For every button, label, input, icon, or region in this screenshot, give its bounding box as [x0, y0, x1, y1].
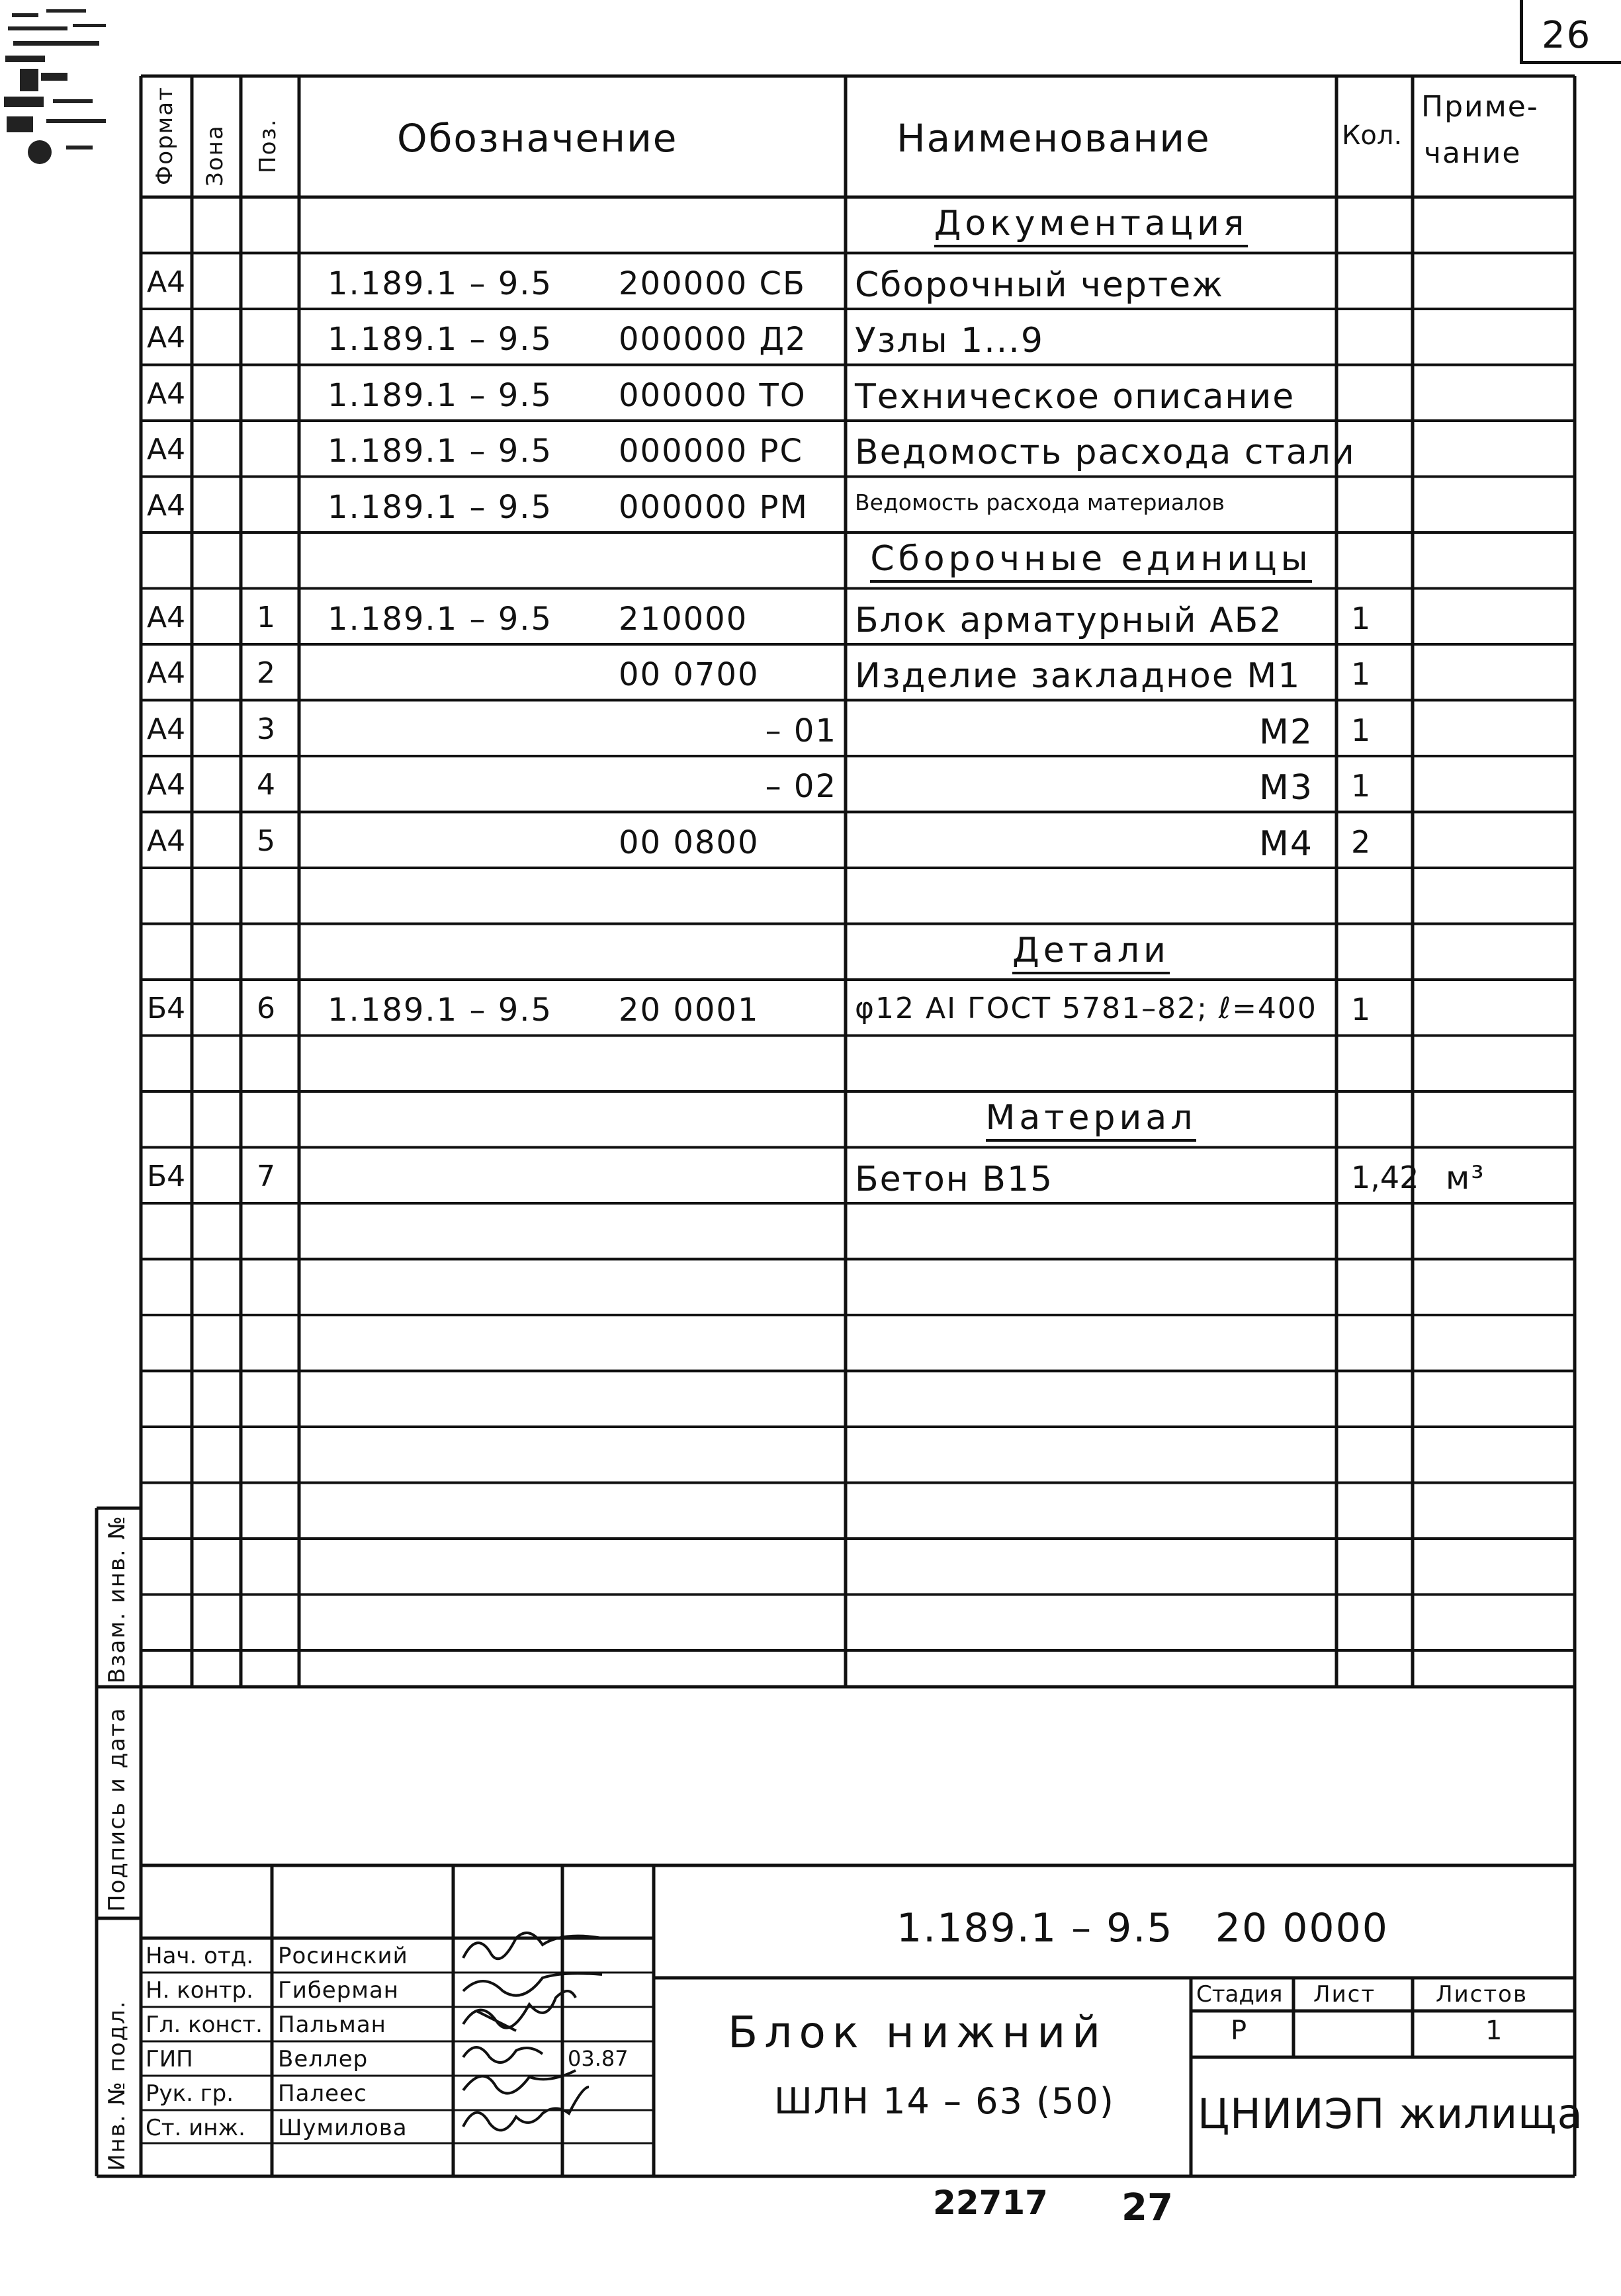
row-poz: 2: [257, 656, 277, 690]
row-name: φ12 АI ГОСТ 5781–82; ℓ=400: [855, 992, 1317, 1025]
section-title: [846, 930, 1336, 978]
signatory-role: Ст. инж.: [146, 2115, 245, 2141]
row-code2: 000000 Д2: [619, 321, 807, 358]
row-code2: 000000 РС: [619, 433, 803, 470]
title-line-1: Блок нижний: [728, 2007, 1108, 2058]
signatory-role: Н. контр.: [146, 1977, 253, 2004]
sheet-number: 26: [1542, 14, 1592, 57]
row-qty: 1: [1351, 768, 1371, 804]
row-qty: 1: [1351, 992, 1371, 1027]
side-vzam-inv: Взам. инв. №: [104, 1515, 130, 1683]
row-poz: 6: [257, 992, 277, 1025]
row-code2: 20 0001: [619, 992, 760, 1029]
row-code2: 00 0800: [619, 824, 760, 861]
row-code1: 1.189.1 – 9.5: [328, 992, 553, 1029]
row-poz: 7: [257, 1159, 277, 1193]
signatory-role: Гл. конст.: [146, 2012, 263, 2038]
row-format: А4: [147, 600, 186, 634]
row-code1: 1.189.1 – 9.5: [328, 321, 553, 358]
row-code2: 210000: [619, 600, 748, 638]
row-poz: 5: [257, 824, 277, 858]
signatory-name: Палеес: [278, 2080, 367, 2107]
signatory-role: ГИП: [146, 2046, 193, 2072]
row-code1: 1.189.1 – 9.5: [328, 600, 553, 638]
signatory-role: Нач. отд.: [146, 1943, 254, 1969]
row-format: А4: [147, 433, 186, 466]
header-oboznachenie: Обозначение: [397, 116, 678, 161]
row-format: А4: [147, 265, 186, 299]
section-title: [846, 1098, 1336, 1146]
title-line-2: ШЛН 14 – 63 (50): [774, 2080, 1115, 2122]
signatures: [463, 1933, 602, 2130]
row-name: Блок арматурный АБ2: [855, 600, 1283, 640]
row-format: А4: [147, 488, 186, 523]
row-qty: 1: [1351, 656, 1371, 692]
row-format: А4: [147, 376, 186, 411]
row-code2: 200000 СБ: [619, 265, 806, 302]
side-podpis-data: Подпись и дата: [104, 1707, 130, 1912]
row-qty: 1,42: [1351, 1159, 1419, 1195]
header-format: Формат: [152, 86, 178, 185]
signatory-name: Гиберман: [278, 1977, 400, 2004]
row-code1: 1.189.1 – 9.5: [328, 433, 553, 470]
row-code1: 1.189.1 – 9.5: [328, 376, 553, 414]
row-name: Ведомость расхода материалов: [855, 489, 1225, 515]
row-name: Узлы 1...9: [855, 321, 1044, 361]
organization: ЦНИИЭП жилища: [1198, 2090, 1583, 2138]
signatory-name: Шумилова: [278, 2115, 408, 2141]
stadia-label: Стадия: [1196, 1981, 1283, 2008]
row-code2: – 01: [765, 712, 837, 749]
header-primechanie-1: Приме-: [1421, 90, 1539, 124]
section-title-text: Документация: [934, 206, 1248, 247]
listov-label: Листов: [1436, 1981, 1528, 2008]
row-qty: 1: [1351, 600, 1371, 636]
signatory-name: Веллер: [278, 2046, 369, 2072]
list-label: Лист: [1313, 1981, 1376, 2008]
row-name: Ведомость расхода стали: [855, 433, 1356, 472]
signatory-name: Пальман: [278, 2012, 386, 2038]
row-name: М2: [1259, 712, 1313, 752]
doc-code: 1.189.1 – 9.5 20 0000: [897, 1905, 1389, 1951]
row-poz: 4: [257, 768, 277, 802]
row-format: А4: [147, 824, 186, 858]
section-title-text: Детали: [1012, 933, 1170, 974]
row-code2: 000000 ТО: [619, 376, 807, 414]
row-name: Бетон В15: [855, 1159, 1054, 1199]
header-primechanie-2: чание: [1424, 136, 1522, 170]
row-format: Б4: [147, 1159, 186, 1193]
row-qty: 1: [1351, 712, 1371, 748]
section-title-text: Материал: [986, 1101, 1197, 1142]
row-note: м³: [1446, 1159, 1485, 1197]
row-name: Техническое описание: [855, 376, 1295, 417]
row-code1: 1.189.1 – 9.5: [328, 265, 553, 302]
signatory-date: 03.87: [568, 2046, 629, 2071]
row-name: М3: [1259, 768, 1313, 808]
row-code2: 000000 РМ: [619, 488, 809, 526]
row-qty: 2: [1351, 824, 1371, 860]
row-format: А4: [147, 321, 186, 355]
header-naimenovanie: Наименование: [897, 116, 1211, 161]
section-title: [846, 539, 1336, 587]
section-title: [846, 206, 1336, 251]
row-code1: 1.189.1 – 9.5: [328, 488, 553, 526]
row-format: Б4: [147, 992, 186, 1025]
footer-number-1: 22717: [933, 2184, 1048, 2222]
row-poz: 1: [257, 600, 277, 634]
row-format: А4: [147, 656, 186, 690]
stadia-value: Р: [1231, 2016, 1249, 2046]
listov-value: 1: [1485, 2016, 1504, 2046]
header-zona: Зона: [202, 124, 228, 187]
row-name: Изделие закладное М1: [855, 656, 1301, 696]
section-title-text: Сборочные единицы: [870, 542, 1311, 583]
row-code2: – 02: [765, 768, 837, 805]
row-format: А4: [147, 712, 186, 746]
signatory-name: Росинский: [278, 1943, 408, 1969]
header-poz: Поз.: [255, 118, 281, 173]
row-name: М4: [1259, 824, 1313, 864]
row-poz: 3: [257, 712, 277, 746]
footer-number-2: 27: [1121, 2186, 1173, 2229]
row-format: А4: [147, 768, 186, 802]
row-code2: 00 0700: [619, 656, 760, 693]
header-kol: Кол.: [1342, 120, 1403, 151]
row-name: Сборочный чертеж: [855, 265, 1224, 305]
signatory-role: Рук. гр.: [146, 2080, 234, 2107]
side-inv-podl: Инв. № подл.: [104, 2000, 130, 2171]
